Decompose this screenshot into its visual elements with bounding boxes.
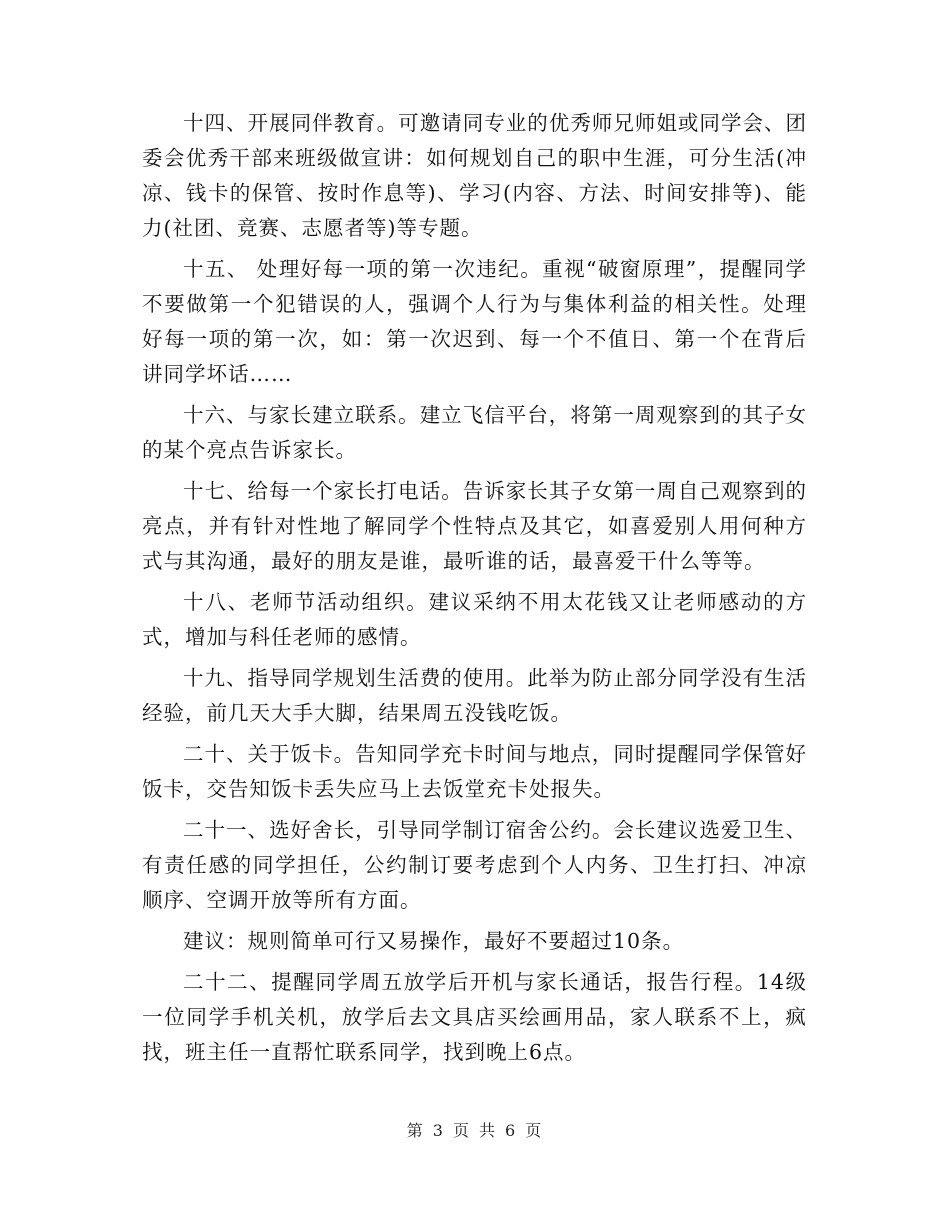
paragraph-18: 十八、老师节活动组织。建议采纳不用太花钱又让老师感动的方式，增加与科任老师的感情。 xyxy=(142,590,807,649)
footer-suffix: 页 xyxy=(525,1121,544,1140)
footer-prefix: 第 xyxy=(406,1121,425,1140)
footer-page-word: 页 xyxy=(452,1121,471,1140)
page-footer xyxy=(0,1118,950,1141)
paragraph-19: 十九、指导同学规划生活费的使用。此举为防止部分同学没有生活经验，前几天大手大脚，结果周五没钱吃饭。 xyxy=(142,666,807,725)
paragraph-21: 二十一、选好舍长，引导同学制订宿舍公约。会长建议选爱卫生、有责任感的同学担任，公约制订要考虑到个人内务、卫生打扫、冲凉顺序、空调开放等所有方面。 xyxy=(142,818,807,912)
paragraph-16: 十六、与家长建立联系。建立飞信平台，将第一周观察到的其子女的某个亮点告诉家长。 xyxy=(142,403,807,462)
paragraph-15: 十五、 处理好每一项的第一次违纪。重视“破窗原理”，提醒同学不要做第一个犯错误的人，强调个人行为与集体利益的相关性。处理好每一项的第一次，如：第一次迟到、每一个不值日、第一个在背后讲同学坏话…… xyxy=(142,257,807,386)
paragraph-suggestion: 建议：规则简单可行又易操作，最好不要超过10条。 xyxy=(183,929,685,953)
paragraph-14: 十四、开展同伴教育。可邀请同专业的优秀师兄师姐或同学会、团委会优秀干部来班级做宣讲：如何规划自己的职中生涯，可分生活(冲凉、钱卡的保管、按时作息等)、学习(内容、方法、时间安排等)、能力(社团、竞赛、志愿者等)等专题。 xyxy=(142,111,807,240)
paragraph-17: 十七、给每一个家长打电话。告诉家长其子女第一周自己观察到的亮点，并有针对性地了解同学个性特点及其它，如喜爱别人用何种方式与其沟通，最好的朋友是谁，最听谁的话，最喜爱干什么等等。 xyxy=(142,479,807,573)
footer-total-pages: 6 xyxy=(505,1121,518,1140)
footer-current-page: 3 xyxy=(432,1121,445,1140)
paragraph-20: 二十、关于饭卡。告知同学充卡时间与地点，同时提醒同学保管好饭卡，交告知饭卡丢失应马上去饭堂充卡处报失。 xyxy=(142,742,807,801)
paragraph-22: 二十二、提醒同学周五放学后开机与家长通话，报告行程。14级一位同学手机关机，放学后去文具店买绘画用品，家人联系不上，疯找，班主任一直帮忙联系同学，找到晚上6点。 xyxy=(142,970,807,1064)
document-body xyxy=(142,106,807,1070)
footer-total-word: 共 xyxy=(479,1121,498,1140)
